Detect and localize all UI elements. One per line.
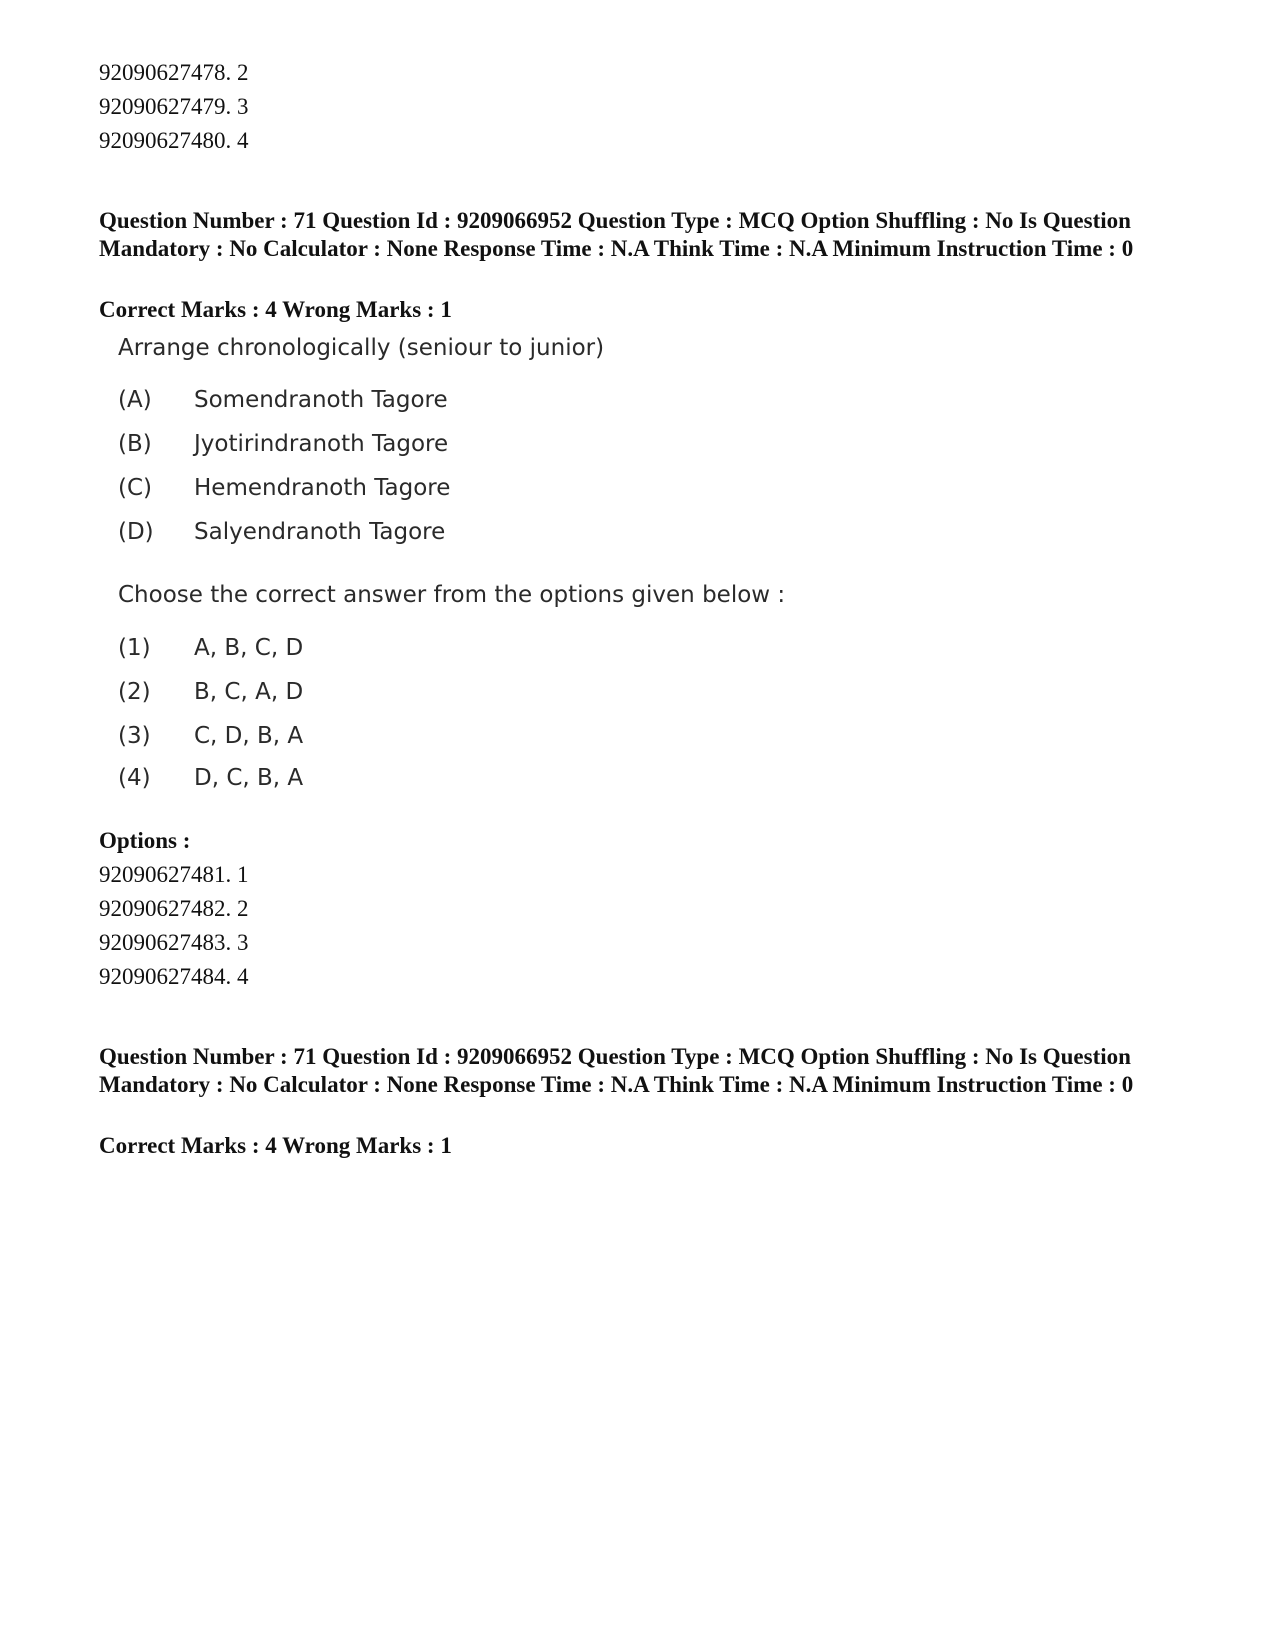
choice-value: C, D, B, A <box>194 723 304 749</box>
marks-line: Correct Marks : 4 Wrong Marks : 1 <box>99 297 452 322</box>
item-value: Hemendranoth Tagore <box>194 475 451 501</box>
item-value: Jyotirindranoth Tagore <box>194 431 449 457</box>
question-prompt: Arrange chronologically (seniour to junior) <box>118 335 605 361</box>
choice-value: D, C, B, A <box>194 765 304 791</box>
choice-key: (2) <box>118 679 151 705</box>
option-line: 92090627480. 4 <box>99 128 249 153</box>
item-key: (C) <box>118 475 153 501</box>
choice-key: (3) <box>118 723 151 749</box>
item-value: Salyendranoth Tagore <box>194 519 446 545</box>
option-line: 92090627478. 2 <box>99 60 249 85</box>
choice-key: (1) <box>118 635 151 661</box>
choice-value: A, B, C, D <box>194 635 304 661</box>
option-line: 92090627484. 4 <box>99 964 249 989</box>
choice-key: (4) <box>118 765 151 791</box>
question-image <box>118 335 838 805</box>
option-line: 92090627483. 3 <box>99 930 249 955</box>
item-key: (B) <box>118 431 152 457</box>
item-key: (D) <box>118 519 154 545</box>
options-label: Options : <box>99 828 191 853</box>
item-value: Somendranoth Tagore <box>194 387 448 413</box>
question-header: Question Number : 71 Question Id : 9209066952 Question Type : MCQ Option Shuffling : No Is Question Mandatory : No Calculator : None Response Time : N.A Think Time : N.A Minimum Instruction Time : 0 <box>99 1044 1134 1097</box>
question-instruction: Choose the correct answer from the options given below : <box>118 582 786 608</box>
item-key: (A) <box>118 387 152 413</box>
question-header: Question Number : 71 Question Id : 9209066952 Question Type : MCQ Option Shuffling : No Is Question Mandatory : No Calculator : None Response Time : N.A Think Time : N.A Minimum Instruction Time : 0 <box>99 208 1134 261</box>
option-line: 92090627481. 1 <box>99 862 249 887</box>
option-line: 92090627482. 2 <box>99 896 249 921</box>
option-line: 92090627479. 3 <box>99 94 249 119</box>
choice-value: B, C, A, D <box>194 679 304 705</box>
marks-line: Correct Marks : 4 Wrong Marks : 1 <box>99 1133 452 1158</box>
